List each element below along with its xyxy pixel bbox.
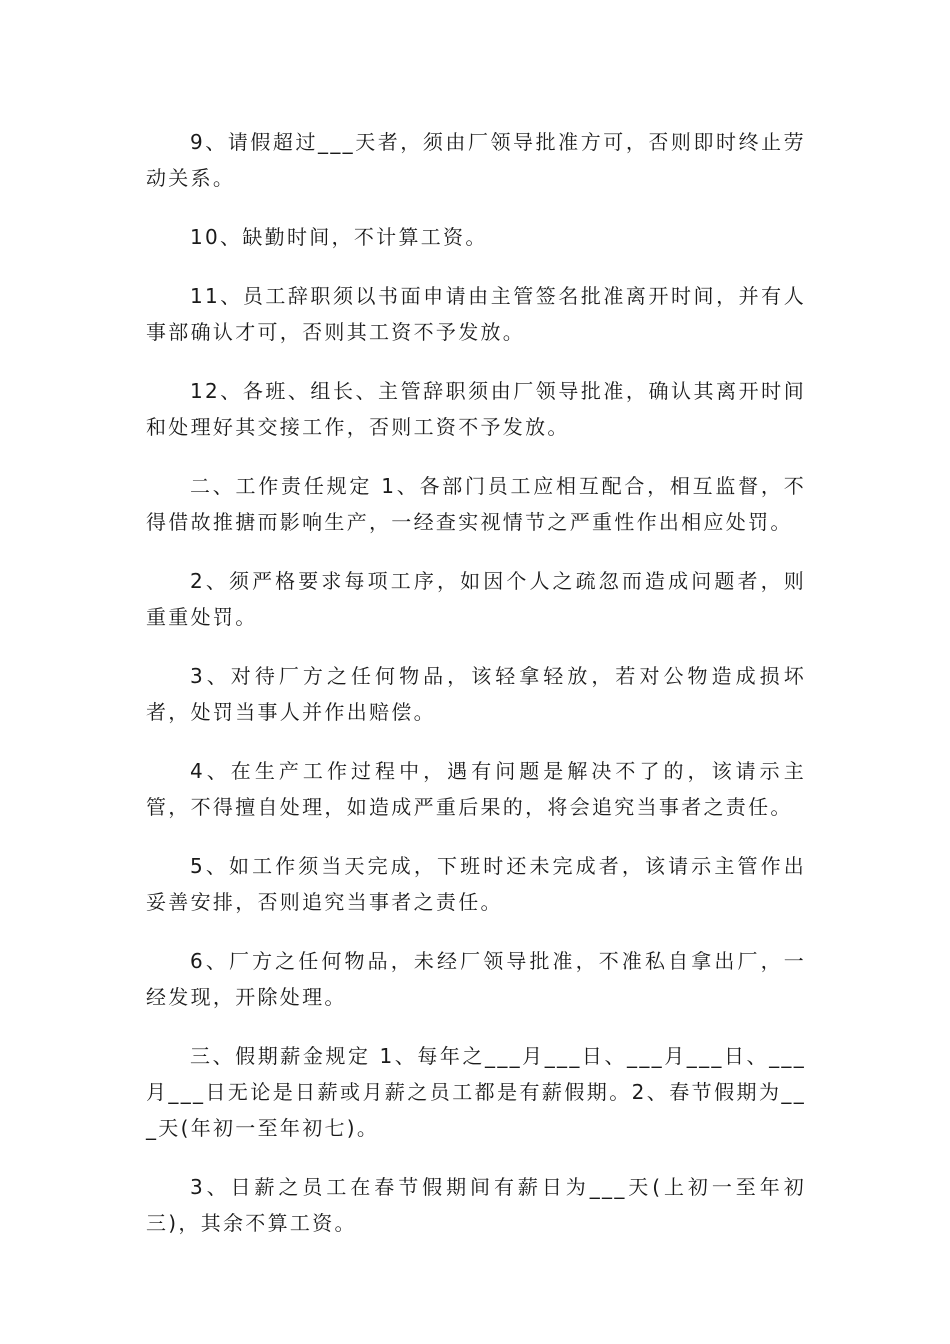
paragraph-property-removal: 6、厂方之任何物品，未经厂领导批准，不准私自拿出厂，一经发现，开除处理。 [146,949,806,1009]
paragraph-daily-completion: 5、如工作须当天完成，下班时还未完成者，该请示主管作出妥善安排，否则追究当事者之责任。 [146,854,806,914]
paragraph-holiday-pay: 三、假期薪金规定 1、每年之___月___日、___月___日、___月___日无论是日薪或月薪之员工都是有薪假期。2、春节假期为___天(年初一至年初七)。 [146,1044,806,1140]
paragraph-resignation-supervisor: 12、各班、组长、主管辞职须由厂领导批准，确认其离开时间和处理好其交接工作，否则工资不予发放。 [146,379,806,439]
paragraph-work-responsibility: 二、工作责任规定 1、各部门员工应相互配合，相互监督，不得借故推搪而影响生产，一经查实视情节之严重性作出相应处罚。 [146,474,806,534]
paragraph-resignation-staff: 11、员工辞职须以书面申请由主管签名批准离开时间，并有人事部确认才可，否则其工资不予发放。 [146,284,806,344]
paragraph-problem-reporting: 4、在生产工作过程中，遇有问题是解决不了的，该请示主管，不得擅自处理，如造成严重后果的，将会追究当事者之责任。 [146,759,806,819]
paragraph-property-care: 3、对待厂方之任何物品，该轻拿轻放，若对公物造成损坏者，处罚当事人并作出赔偿。 [146,664,806,724]
paragraph-leave-approval: 9、请假超过___天者，须由厂领导批准方可，否则即时终止劳动关系。 [146,130,806,190]
document-body [146,124,806,1264]
paragraph-absence-wage: 10、缺勤时间，不计算工资。 [190,225,488,249]
paragraph-spring-festival-pay: 3、日薪之员工在春节假期间有薪日为___天(上初一至年初三)，其余不算工资。 [146,1175,806,1235]
paragraph-process-requirement: 2、须严格要求每项工序，如因个人之疏忽而造成问题者，则重重处罚。 [146,569,806,629]
